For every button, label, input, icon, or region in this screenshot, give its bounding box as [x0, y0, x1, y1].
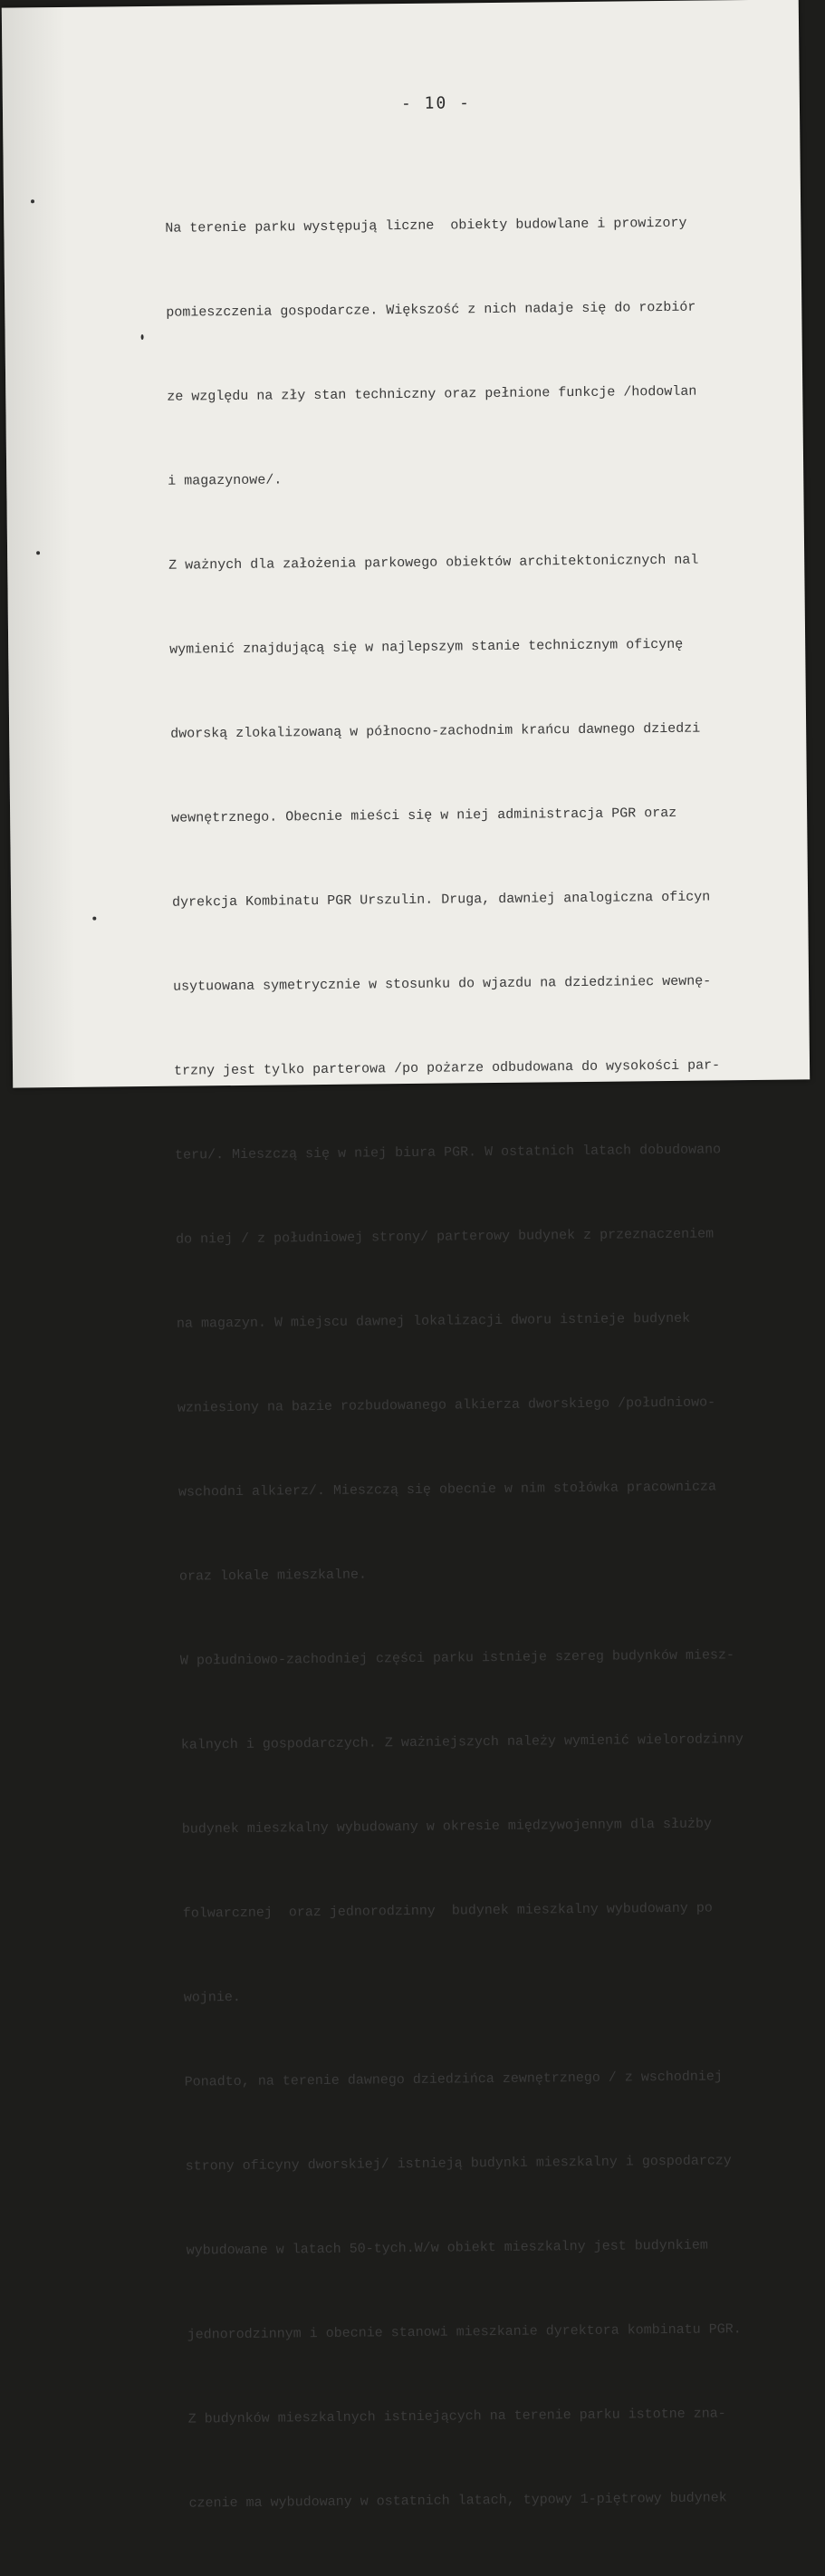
text-line: wewnętrznego. Obecnie mieści się w niej administracja PGR oraz	[171, 805, 677, 826]
text-line: teru/. Mieszczą się w niej biura PGR. W ostatnich latach dobudowano	[174, 1142, 722, 1163]
text-line: wzniesiony na bazie rozbudowanego alkierza dworskiego /południowo-	[177, 1394, 716, 1416]
text-line: budynek mieszkalny wybudowany w okresie międzywojennym dla służby	[181, 1816, 713, 1838]
text-line: dworską zlokalizowaną w północno-zachodnim krańcu dawnego dziedzi	[170, 720, 701, 742]
text-line: na magazyn. W miejscu dawnej lokalizacji dworu istnieje budynek	[176, 1310, 691, 1332]
text-line: folwarcznej oraz jednorodzinny budynek mieszkalny wybudowany po	[182, 1900, 713, 1922]
text-line: kalnych i gospodarczych. Z ważniejszych należy wymienić wielorodzinny	[180, 1732, 744, 1753]
margin-dot-mark	[36, 551, 40, 555]
text-line: do niej / z południowej strony/ parterowy budynek z przeznaczeniem	[175, 1226, 715, 1248]
page-number: - 10 -	[400, 93, 472, 114]
text-line: W południowo-zachodniej części parku istnieje szereg budynków miesz-	[179, 1647, 735, 1669]
text-line: Z ważnych dla założenia parkowego obiektów architektonicznych nal	[168, 552, 699, 574]
document-page	[2, 0, 810, 2512]
text-line: wojnie.	[183, 1989, 241, 2006]
text-line: dyrekcja Kombinatu PGR Urszulin. Druga, dawniej analogiczna oficyn	[172, 889, 711, 911]
text-line: oraz lokale mieszkalne.	[178, 1567, 368, 1585]
text-line: Na terenie parku występują liczne obiekty budowlane i prowizory	[165, 215, 687, 236]
text-line: i magazynowe/.	[168, 472, 283, 489]
text-line: Ponadto, na terenie dawnego dziedzińca zewnętrznego / z wschodniej	[184, 2069, 723, 2090]
text-line: usytuowana symetrycznie w stosunku do wjazdu na dziedziniec wewnę-	[173, 973, 712, 995]
text-line: strony oficyny dworskiej/ istnieją budynki mieszkalny i gospodarczy	[185, 2153, 732, 2175]
body-text	[165, 152, 815, 2574]
margin-dot-mark	[31, 199, 34, 203]
text-line: wschodni alkierz/. Mieszczą się obecnie w nim stołówka pracownicza	[177, 1479, 717, 1500]
text-line: czenie ma wybudowany w ostatnich latach, typowy 1-piętrowy budynek	[188, 2490, 727, 2512]
text-line: Z budynków mieszkalnych istniejących na terenie parku istotne zna-	[187, 2406, 726, 2427]
text-line: pomieszczenia gospodarcze. Większość z nich nadaje się do rozbiór	[166, 299, 696, 321]
margin-tick-mark	[141, 334, 144, 340]
text-line: ze względu na zły stan techniczny oraz pełnione funkcje /hodowlan	[167, 383, 697, 405]
margin-dot-mark	[92, 917, 96, 921]
text-line: trzny jest tylko parterowa /po pożarze odbudowana do wysokości par-	[173, 1057, 721, 1079]
text-line: wymienić znajdującą się w najlepszym stanie technicznym oficynę	[169, 636, 684, 658]
text-line: wybudowane w latach 50-tych.W/w obiekt mieszkalny jest budynkiem	[186, 2237, 708, 2259]
text-line: jednorodzinnym i obecnie stanowi mieszkanie dyrektora kombinatu PGR.	[187, 2321, 742, 2343]
